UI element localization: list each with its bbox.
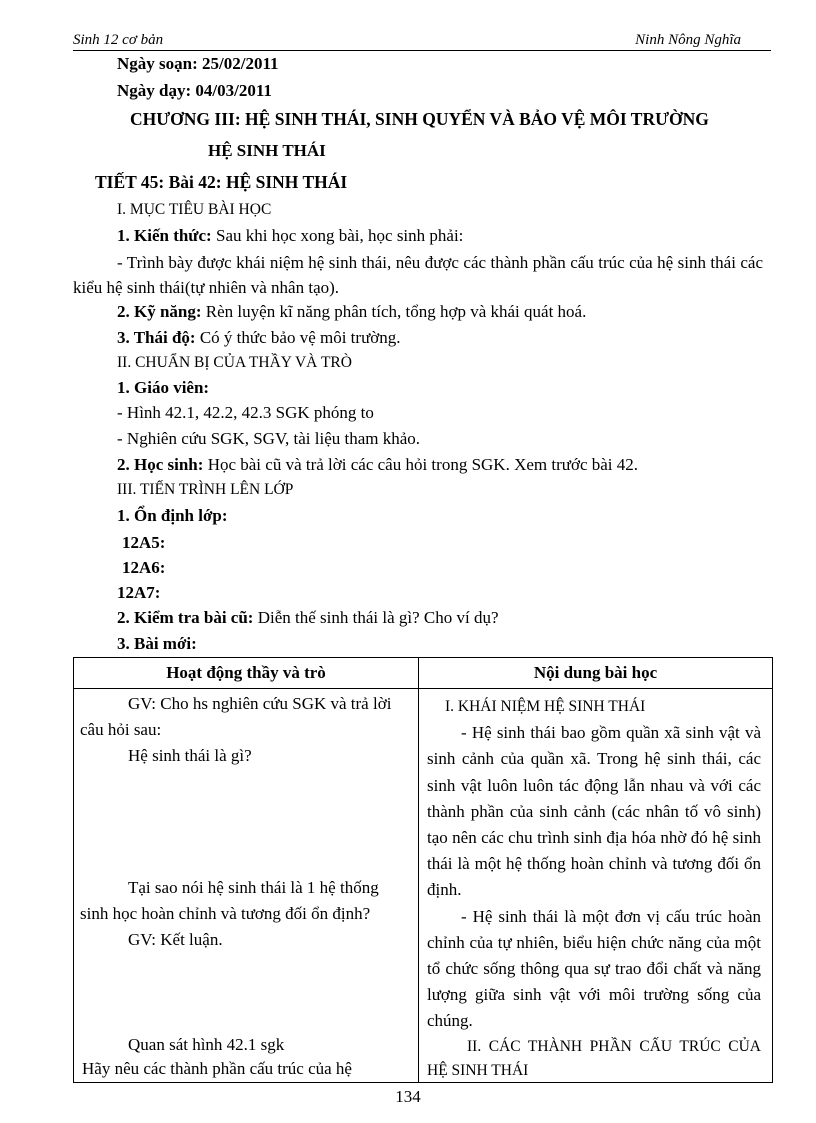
attitude-line: [117, 328, 401, 348]
activity-line: Hãy nêu các thành phần cấu trúc của hệ: [82, 1059, 352, 1078]
teacher-item: - Nghiên cứu SGK, SGV, tài liệu tham khảo.: [117, 429, 421, 448]
chapter-subtitle: HỆ SINH THÁI: [208, 141, 326, 160]
student-text: Học bài cũ và trả lời các câu hỏi trong SGK. Xem trước bài 42.: [203, 455, 639, 474]
content-paragraph: - Hệ sinh thái bao gồm quần xã sinh vật và sinh cảnh của quần xã. Trong hệ sinh thái, các sinh vật luôn luôn tác động lẫn nhau và với các thành phần của sinh cảnh (các nhân tố vô sinh) tạo nên các chu trình sinh địa hóa nhờ đó hệ sinh thái là một hệ thống hoàn chỉnh và tương đối ổn định.: [427, 723, 761, 900]
column-header-content: Nội dung bài học: [419, 658, 773, 689]
date-prepared: Ngày soạn: 25/02/2011: [117, 54, 279, 73]
content-text: [427, 694, 761, 1083]
activity-line: GV: Kết luận.: [128, 930, 223, 949]
student-label: 2. Học sinh:: [117, 455, 204, 474]
skill-line: [117, 302, 586, 322]
student-line: [117, 455, 638, 475]
class-label: 12A7:: [117, 583, 161, 602]
activity-line: câu hỏi sau:: [80, 720, 162, 739]
skill-label: 2. Kỹ năng:: [117, 302, 202, 321]
class-label: 12A5:: [122, 533, 166, 552]
activity-line: Quan sát hình 42.1 sgk: [128, 1035, 285, 1054]
page-header: [73, 30, 771, 51]
activity-line: GV: Cho hs nghiên cứu SGK và trả lời: [128, 694, 392, 713]
new-lesson-label: 3. Bài mới:: [117, 634, 197, 653]
preparation-heading: II. CHUẨN BỊ CỦA THẦY VÀ TRÒ: [117, 354, 352, 371]
review-line: [117, 608, 499, 628]
chapter-title: CHƯƠNG III: HỆ SINH THÁI, SINH QUYỂN VÀ BẢO VỆ MÔI TRƯỜNG: [130, 109, 709, 129]
section-heading: I. KHÁI NIỆM HỆ SINH THÁI: [445, 698, 646, 715]
review-label: 2. Kiểm tra bài cũ:: [117, 608, 254, 627]
teacher-item: - Hình 42.1, 42.2, 42.3 SGK phóng to: [117, 403, 374, 422]
knowledge-detail: - Trình bày được khái niệm hệ sinh thái, nêu được các thành phần cấu trúc của hệ sinh thái các kiểu hệ sinh thái(tự nhiên và nhân tạo).: [73, 253, 763, 297]
header-author: Ninh Nông Nghĩa: [635, 32, 741, 48]
activity-line: Hệ sinh thái là gì?: [128, 746, 252, 765]
content-paragraph: - Hệ sinh thái là một đơn vị cấu trúc hoàn chỉnh của tự nhiên, biểu hiện chức năng của một tổ chức sống thông qua sự trao đổi chất và năng lượng giữa sinh vật với môi trường sống của chúng.: [427, 906, 761, 1031]
review-text: Diễn thế sinh thái là gì? Cho ví dụ?: [253, 608, 499, 627]
class-label: 12A6:: [122, 558, 166, 577]
lesson-title: TIẾT 45: Bài 42: HỆ SINH THÁI: [95, 172, 348, 192]
date-taught: Ngày dạy: 04/03/2011: [117, 81, 272, 100]
header-subject: Sinh 12 cơ bản: [73, 32, 164, 48]
knowledge-line: [117, 226, 463, 246]
activity-line: sinh học hoàn chỉnh và tương đối ổn định?: [80, 904, 371, 923]
column-header-activities: Hoạt động thầy và trò: [74, 658, 419, 689]
section-heading: II. CÁC THÀNH PHẦN CẤU TRÚC CỦA HỆ SINH THÁI: [427, 1037, 761, 1079]
attitude-text: Có ý thức bảo vệ môi trường.: [195, 328, 401, 347]
activity-line: Tại sao nói hệ sinh thái là 1 hệ thống: [128, 878, 379, 897]
teacher-label: 1. Giáo viên:: [117, 378, 210, 397]
attitude-label: 3. Thái độ:: [117, 328, 196, 347]
activities-cell: [74, 689, 419, 1083]
knowledge-label: 1. Kiến thức:: [117, 226, 212, 245]
stabilize-label: 1. Ổn định lớp:: [117, 506, 228, 525]
table-header-row: [74, 658, 773, 689]
skill-text: Rèn luyện kĩ năng phân tích, tổng hợp và khái quát hoá.: [201, 302, 587, 321]
objectives-heading: I. MỤC TIÊU BÀI HỌC: [117, 201, 272, 218]
lesson-table: [73, 657, 773, 1083]
table-row: [74, 689, 773, 1083]
procedure-heading: III. TIẾN TRÌNH LÊN LỚP: [117, 481, 294, 498]
knowledge-text: Sau khi học xong bài, học sinh phải:: [211, 226, 464, 245]
content-cell: [419, 689, 773, 1083]
page-number: 134: [395, 1087, 421, 1106]
